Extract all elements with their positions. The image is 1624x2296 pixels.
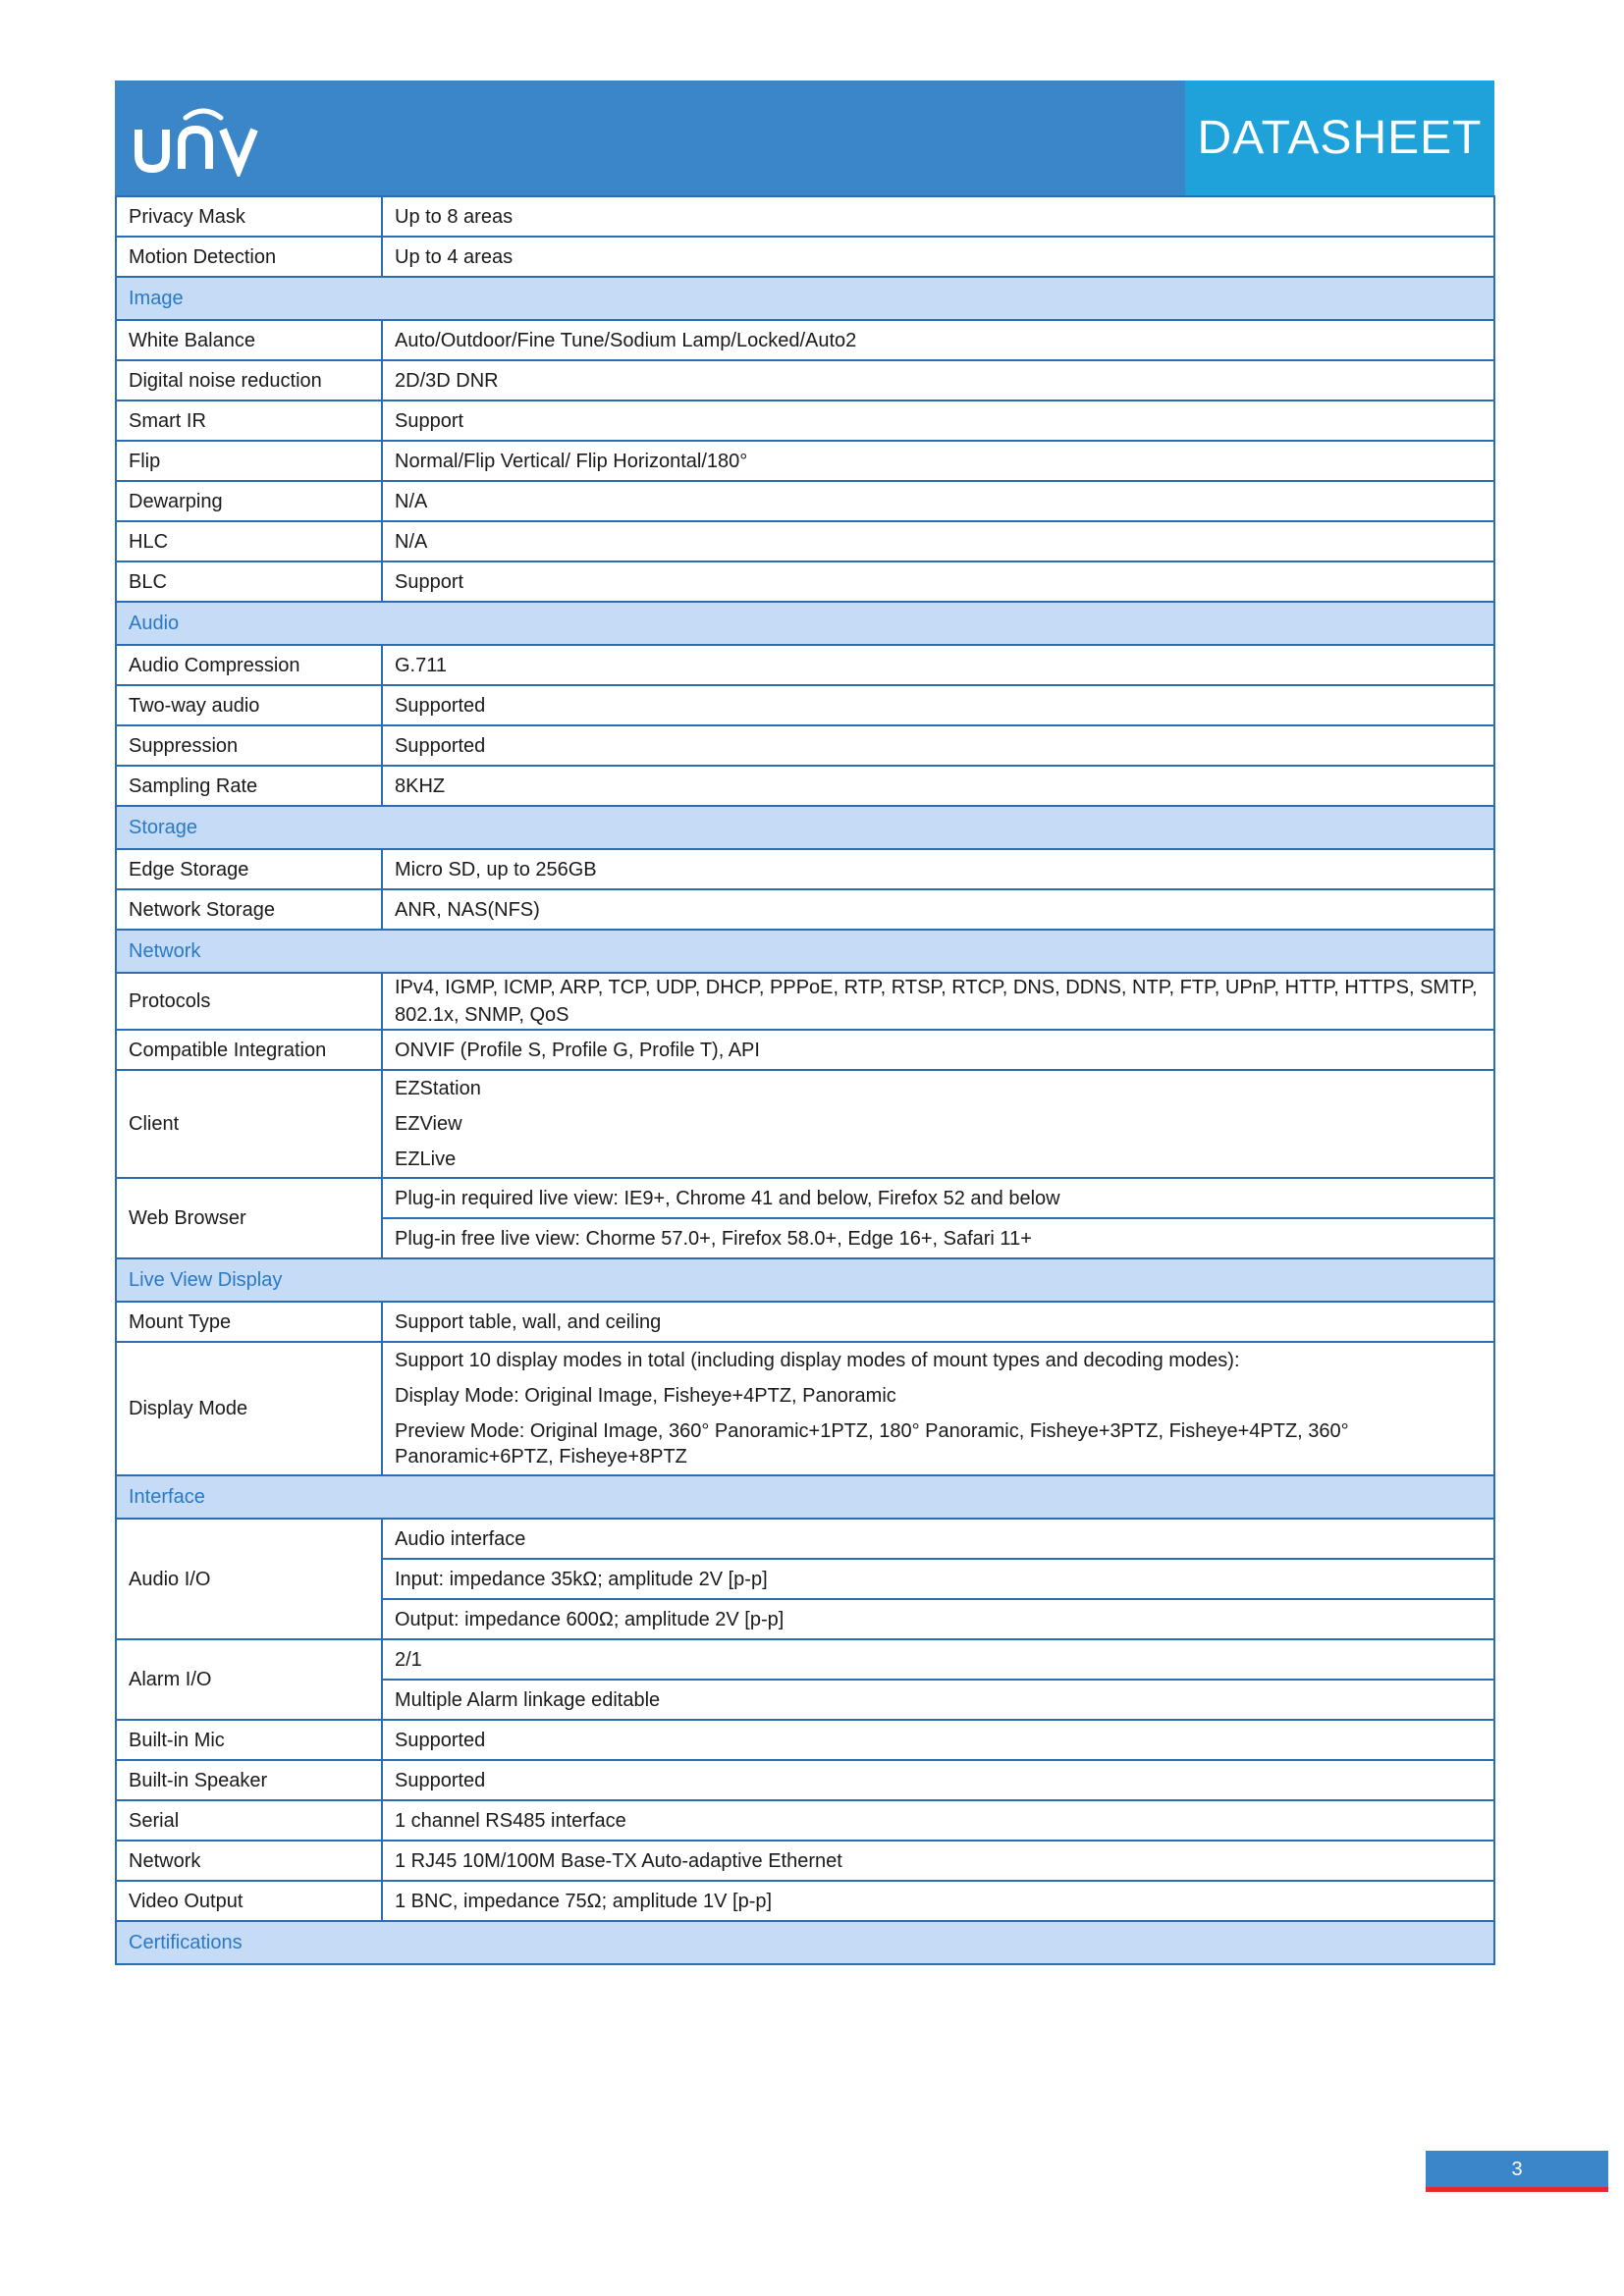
spec-value-line: EZStation (395, 1078, 481, 1099)
spec-value: Micro SD, up to 256GB (382, 849, 1494, 889)
spec-label: Video Output (116, 1881, 382, 1921)
spec-row (116, 441, 1494, 481)
spec-value-line: EZLive (395, 1148, 457, 1170)
spec-label: Protocols (116, 973, 382, 1030)
spec-value: G.711 (382, 645, 1494, 685)
spec-label: Alarm I/O (116, 1639, 382, 1720)
spec-row (116, 1881, 1494, 1921)
spec-value: Supported (382, 1760, 1494, 1800)
spec-value: 1 BNC, impedance 75Ω; amplitude 1V [p-p] (382, 1881, 1494, 1921)
spec-label: Digital noise reduction (116, 360, 382, 400)
spec-row (116, 1342, 1494, 1475)
spec-label: White Balance (116, 320, 382, 360)
spec-label: Edge Storage (116, 849, 382, 889)
spec-value-line: Support 10 display modes in total (including display modes of mount types and decoding modes): (395, 1350, 1240, 1371)
spec-label: Built-in Speaker (116, 1760, 382, 1800)
spec-value: Audio interface (382, 1519, 1494, 1559)
spec-label: BLC (116, 561, 382, 602)
spec-label: Network Storage (116, 889, 382, 930)
spec-row (116, 1302, 1494, 1342)
spec-value: Up to 4 areas (382, 237, 1494, 277)
spec-label: Audio Compression (116, 645, 382, 685)
datasheet-title: DATASHEET (1185, 80, 1494, 196)
section-header (116, 277, 1494, 320)
spec-row (116, 1030, 1494, 1070)
spec-value: Plug-in free live view: Chorme 57.0+, Firefox 58.0+, Edge 16+, Safari 11+ (382, 1218, 1494, 1258)
section-header (116, 1475, 1494, 1519)
spec-label: HLC (116, 521, 382, 561)
spec-label: Dewarping (116, 481, 382, 521)
spec-value: N/A (382, 481, 1494, 521)
spec-row (116, 1178, 1494, 1218)
spec-value: Plug-in required live view: IE9+, Chrome 41 and below, Firefox 52 and below (382, 1178, 1494, 1218)
spec-row (116, 360, 1494, 400)
spec-value: Supported (382, 725, 1494, 766)
spec-value: ANR, NAS(NFS) (382, 889, 1494, 930)
spec-row (116, 849, 1494, 889)
spec-value: Up to 8 areas (382, 196, 1494, 237)
page-number: 3 (1426, 2151, 1608, 2192)
section-header (116, 1921, 1494, 1964)
spec-value: Multiple Alarm linkage editable (382, 1680, 1494, 1720)
spec-value: Auto/Outdoor/Fine Tune/Sodium Lamp/Locked/Auto2 (382, 320, 1494, 360)
spec-label: Serial (116, 1800, 382, 1841)
section-header (116, 930, 1494, 973)
spec-value: 2/1 (382, 1639, 1494, 1680)
spec-label: Mount Type (116, 1302, 382, 1342)
spec-label: Flip (116, 441, 382, 481)
spec-row (116, 645, 1494, 685)
spec-row (116, 1519, 1494, 1559)
spec-row (116, 481, 1494, 521)
spec-label: Built-in Mic (116, 1720, 382, 1760)
spec-label: Audio I/O (116, 1519, 382, 1639)
spec-value: 1 RJ45 10M/100M Base-TX Auto-adaptive Ethernet (382, 1841, 1494, 1881)
spec-label: Display Mode (116, 1342, 382, 1475)
spec-value: Input: impedance 35kΩ; amplitude 2V [p-p] (382, 1559, 1494, 1599)
spec-value: Normal/Flip Vertical/ Flip Horizontal/180° (382, 441, 1494, 481)
spec-row (116, 1639, 1494, 1680)
spec-value-line: EZView (395, 1113, 462, 1135)
section-title: Network (116, 930, 1494, 973)
spec-label: Sampling Rate (116, 766, 382, 806)
section-title: Storage (116, 806, 1494, 849)
spec-value: 1 channel RS485 interface (382, 1800, 1494, 1841)
unv-logo (135, 100, 272, 177)
spec-label: Web Browser (116, 1178, 382, 1258)
section-title: Certifications (116, 1921, 1494, 1964)
spec-value: ONVIF (Profile S, Profile G, Profile T), API (382, 1030, 1494, 1070)
spec-value: Support (382, 400, 1494, 441)
spec-label: Network (116, 1841, 382, 1881)
section-title: Live View Display (116, 1258, 1494, 1302)
spec-label: Privacy Mask (116, 196, 382, 237)
spec-value: N/A (382, 521, 1494, 561)
spec-value (382, 1342, 1494, 1475)
section-header (116, 602, 1494, 645)
spec-row (116, 685, 1494, 725)
spec-value: IPv4, IGMP, ICMP, ARP, TCP, UDP, DHCP, PPPoE, RTP, RTSP, RTCP, DNS, DDNS, NTP, FTP, UPnP, HTTP, HTTPS, SMTP, 802.1x, SNMP, QoS (382, 973, 1494, 1030)
spec-row (116, 1841, 1494, 1881)
spec-row (116, 1720, 1494, 1760)
spec-label: Suppression (116, 725, 382, 766)
header-banner (115, 80, 1494, 196)
spec-row (116, 889, 1494, 930)
spec-table (115, 195, 1495, 1965)
spec-row (116, 561, 1494, 602)
section-header (116, 806, 1494, 849)
spec-row (116, 725, 1494, 766)
spec-value-line: Display Mode: Original Image, Fisheye+4PTZ, Panoramic (395, 1385, 896, 1407)
spec-value: 8KHZ (382, 766, 1494, 806)
spec-value-line: Preview Mode: Original Image, 360° Panoramic+1PTZ, 180° Panoramic, Fisheye+3PTZ, Fisheye+4PTZ, 360° Panoramic+6PTZ, Fisheye+8PTZ (395, 1420, 1349, 1468)
spec-value (382, 1070, 1494, 1178)
spec-value: 2D/3D DNR (382, 360, 1494, 400)
section-header (116, 1258, 1494, 1302)
spec-value: Support table, wall, and ceiling (382, 1302, 1494, 1342)
spec-label: Motion Detection (116, 237, 382, 277)
spec-value: Supported (382, 685, 1494, 725)
spec-row (116, 196, 1494, 237)
section-title: Interface (116, 1475, 1494, 1519)
spec-row (116, 1760, 1494, 1800)
spec-row (116, 973, 1494, 1030)
spec-value: Support (382, 561, 1494, 602)
section-title: Audio (116, 602, 1494, 645)
spec-label: Two-way audio (116, 685, 382, 725)
spec-value: Supported (382, 1720, 1494, 1760)
spec-label: Smart IR (116, 400, 382, 441)
spec-value: Output: impedance 600Ω; amplitude 2V [p-p] (382, 1599, 1494, 1639)
spec-row (116, 521, 1494, 561)
spec-row (116, 320, 1494, 360)
section-title: Image (116, 277, 1494, 320)
spec-row (116, 400, 1494, 441)
spec-row (116, 1070, 1494, 1178)
spec-label: Compatible Integration (116, 1030, 382, 1070)
spec-label: Client (116, 1070, 382, 1178)
spec-row (116, 1800, 1494, 1841)
spec-row (116, 766, 1494, 806)
spec-row (116, 237, 1494, 277)
